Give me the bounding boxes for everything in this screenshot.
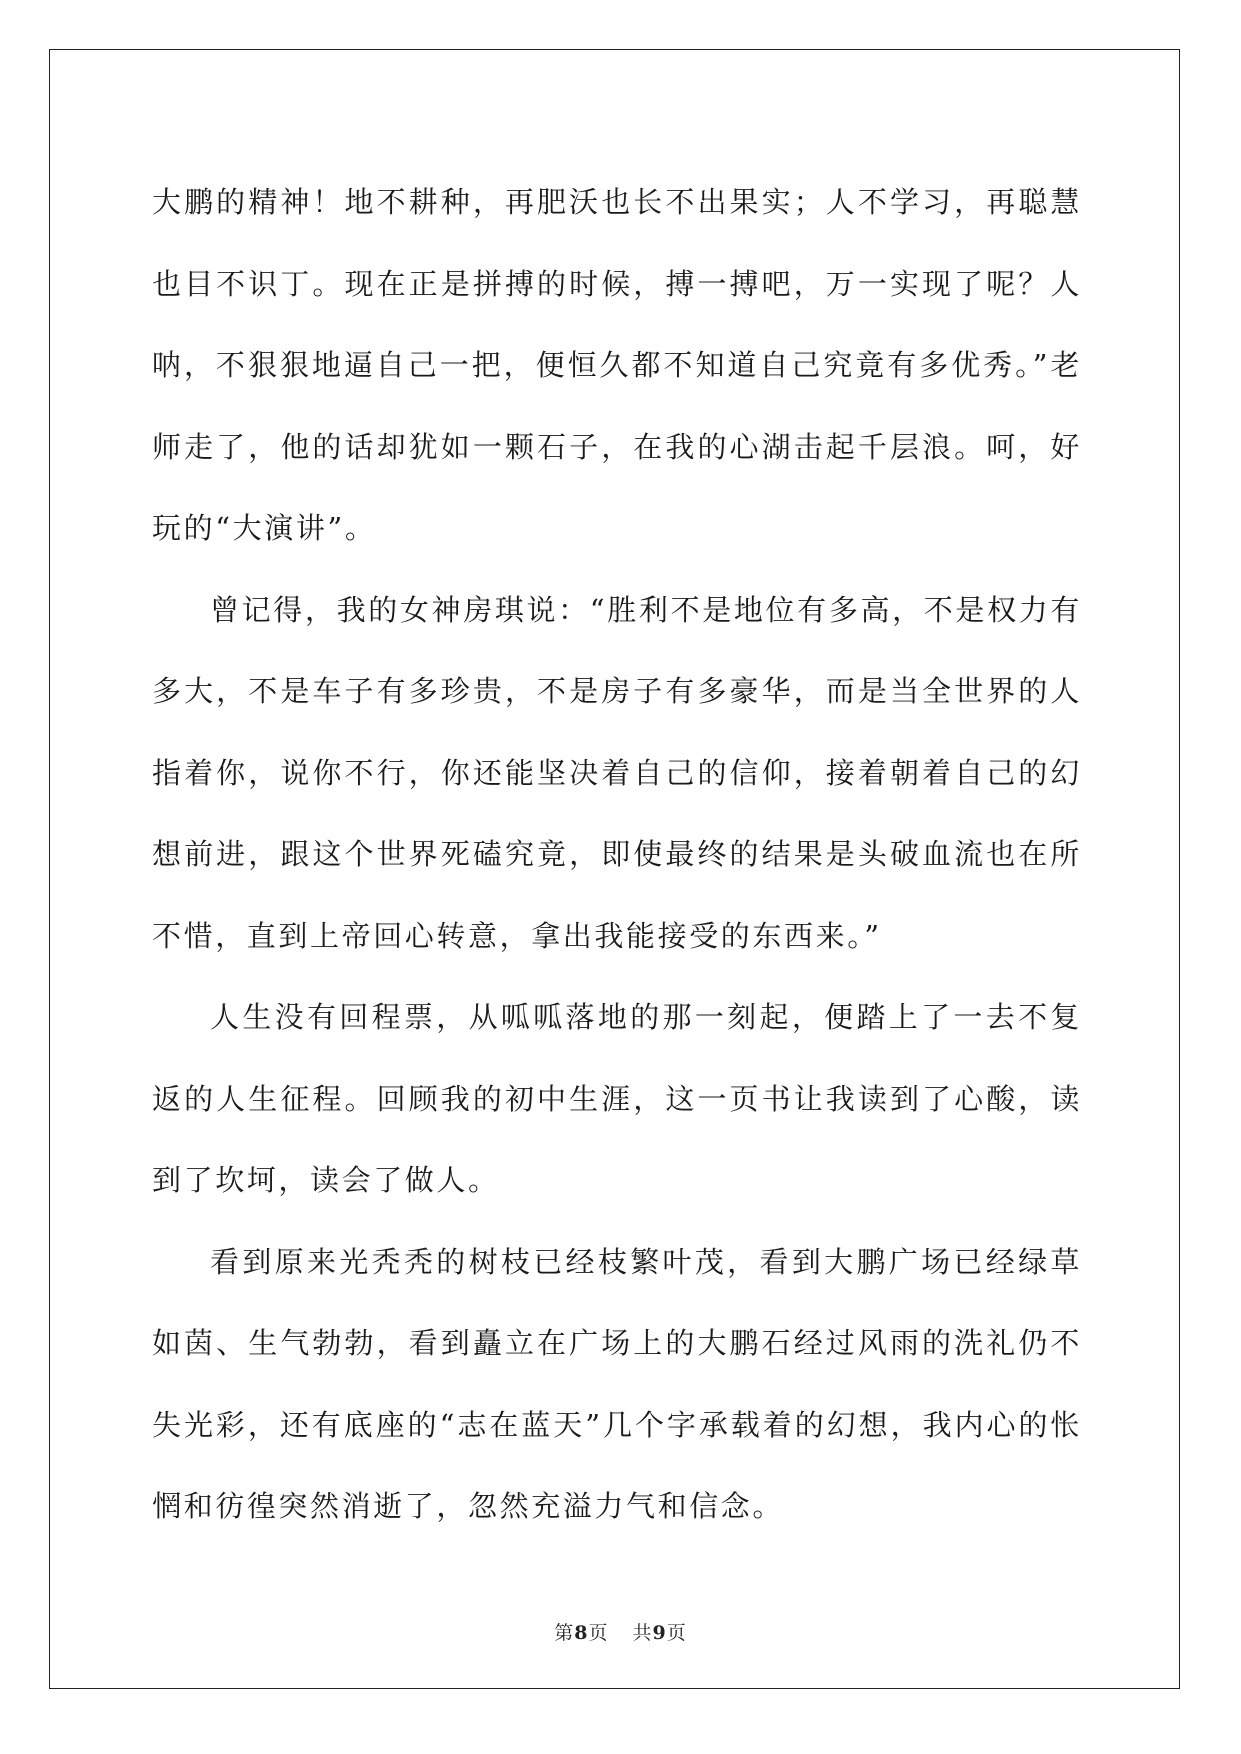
paragraph-3: 人生没有回程票，从呱呱落地的那一刻起，便踏上了一去不复返的人生征程。回顾我的初中生涯，这一页书让我读到了心酸，读到了坎坷，读会了做人。 xyxy=(152,1000,1082,1197)
paragraph-1: 大鹏的精神！地不耕种，再肥沃也长不出果实；人不学习，再聪慧也目不识丁。现在正是拼搏的时候，搏一搏吧，万一实现了呢？人呐，不狠狠地逼自己一把，便恒久都不知道自己究竟有多优秀。”老师走了，他的话却犹如一颗石子，在我的心湖击起千层浪。呵，好玩的“大演讲”。 xyxy=(152,185,1082,545)
page-number-unit: 页 xyxy=(588,1622,609,1644)
page-number-current: 8 xyxy=(574,1622,589,1644)
page-footer xyxy=(0,1618,1241,1645)
paragraph-2: 曾记得，我的女神房琪说：“胜利不是地位有多高，不是权力有多大，不是车子有多珍贵，不是房子有多豪华，而是当全世界的人指着你，说你不行，你还能坚决着自己的信仰，接着朝着自己的幻想前进，跟这个世界死磕究竟，即使最终的结果是头破血流也在所不惜，直到上帝回心转意，拿出我能接受的东西来。” xyxy=(152,592,1082,953)
paragraph-4: 看到原来光秃秃的树枝已经枝繁叶茂，看到大鹏广场已经绿草如茵、生气勃勃，看到矗立在广场上的大鹏石经过风雨的洗礼仍不失光彩，还有底座的“志在蓝天”几个字承载着的幻想，我内心的怅惘和彷徨突然消逝了，忽然充溢力气和信念。 xyxy=(152,1244,1082,1523)
page-total: 9 xyxy=(652,1622,667,1644)
page-total-unit: 页 xyxy=(666,1622,687,1644)
document-body xyxy=(152,162,1082,1548)
page-number-prefix: 第 xyxy=(554,1622,575,1644)
page-total-prefix: 共 xyxy=(632,1622,653,1644)
